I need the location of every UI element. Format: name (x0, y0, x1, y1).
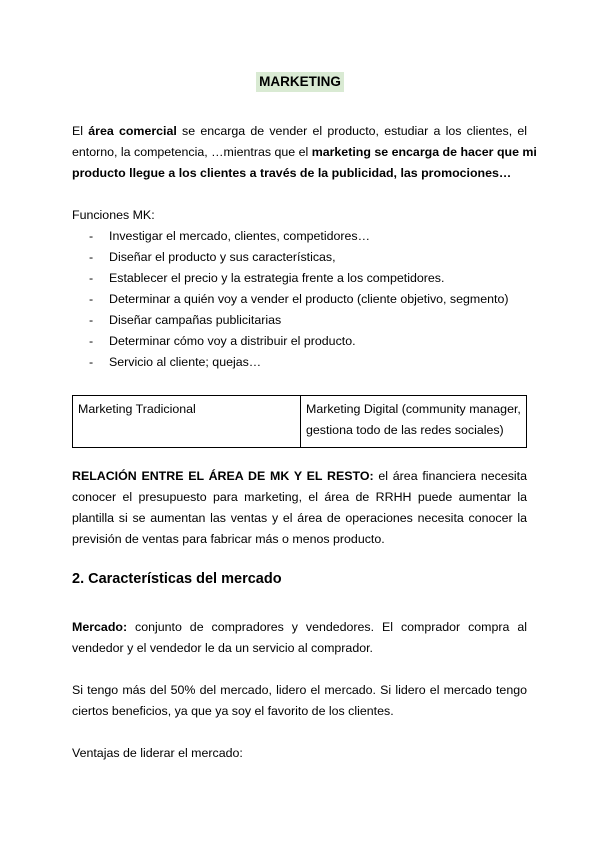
lider-paragraph (72, 680, 527, 722)
section-heading: 2. Características del mercado (72, 571, 282, 587)
bullet-dash: - (89, 229, 94, 243)
lider-line-1: Si tengo más del 50% del mercado, lidero el mercado. Si lidero el mercado tengo (72, 683, 527, 697)
table-cell-tradicional: Marketing Tradicional (73, 396, 301, 448)
intro-line-3: producto llegue a los clientes a través de la publicidad, las promociones… (72, 166, 512, 180)
page-title: MARKETING (256, 72, 344, 92)
relacion-line-2: conocer el presupuesto para marketing, el área de RRHH puede aumentar la (72, 490, 527, 504)
relacion-line-4: previsión de ventas para fabricar más o menos producto. (72, 532, 385, 546)
mercado-bold: Mercado: (72, 620, 128, 634)
funciones-label: Funciones MK: (72, 208, 155, 222)
bullet-dash: - (89, 355, 94, 369)
mercado-line-1: Mercado: conjunto de compradores y vendedores. El comprador compra al (72, 620, 527, 634)
marketing-table (72, 395, 527, 448)
relacion-line-3: plantilla si se aumentan las ventas y el área de operaciones necesita conocer la (72, 511, 527, 525)
list-item: - Determinar a quién voy a vender el producto (cliente objetivo, segmento) (72, 289, 508, 310)
table-row (73, 396, 527, 448)
title-container (0, 72, 600, 92)
lider-line-2: ciertos beneficios, ya que ya soy el favorito de los clientes. (72, 704, 394, 718)
mercado-line-2: vendedor y el vendedor le da un servicio al comprador. (72, 641, 373, 655)
list-item: - Servicio al cliente; quejas… (72, 352, 508, 373)
bullet-dash: - (89, 313, 94, 327)
mercado-paragraph (72, 617, 527, 659)
area-comercial-bold: área comercial (88, 124, 177, 138)
list-item: - Determinar cómo voy a distribuir el producto. (72, 331, 508, 352)
funciones-list (72, 226, 508, 373)
intro-paragraph (72, 121, 537, 184)
marketing-bold: marketing se encarga de hacer que mi (311, 145, 537, 159)
relacion-line-1: RELACIÓN ENTRE EL ÁREA DE MK Y EL RESTO: el área financiera necesita (72, 469, 528, 483)
bullet-dash: - (89, 271, 94, 285)
intro-line-1: El área comercial se encarga de vender el producto, estudiar a los clientes, el (72, 124, 527, 138)
list-item: - Diseñar campañas publicitarias (72, 310, 508, 331)
relacion-paragraph (72, 466, 527, 550)
intro-line-2: entorno, la competencia, …mientras que el marketing se encarga de hacer que mi (72, 145, 537, 159)
ventajas-label: Ventajas de liderar el mercado: (72, 746, 243, 760)
table-cell-digital: Marketing Digital (community manager, gestiona todo de las redes sociales) (301, 396, 527, 448)
bullet-dash: - (89, 250, 94, 264)
bullet-dash: - (89, 292, 94, 306)
list-item: - Diseñar el producto y sus características, (72, 247, 508, 268)
relacion-bold: RELACIÓN ENTRE EL ÁREA DE MK Y EL RESTO: (72, 469, 374, 483)
bullet-dash: - (89, 334, 94, 348)
list-item: - Investigar el mercado, clientes, competidores… (72, 226, 508, 247)
list-item: - Establecer el precio y la estrategia frente a los competidores. (72, 268, 508, 289)
